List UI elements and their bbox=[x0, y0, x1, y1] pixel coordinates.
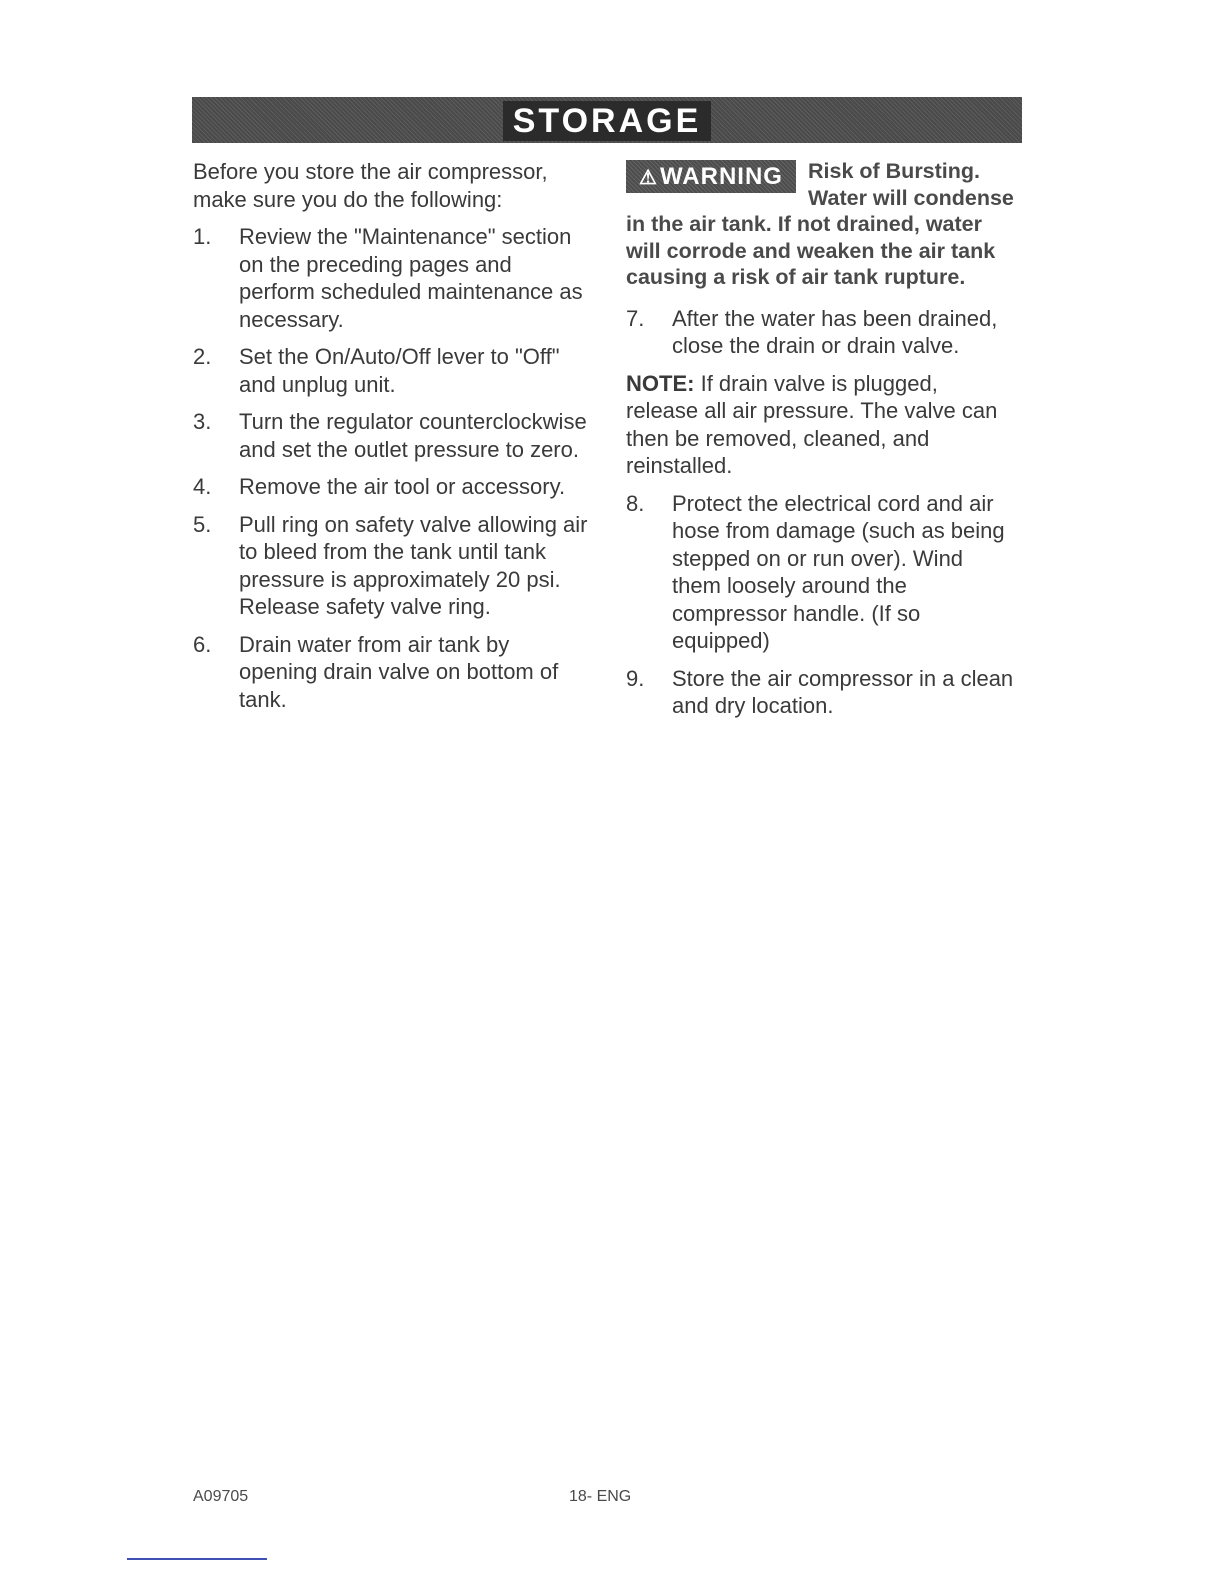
step-item bbox=[193, 223, 593, 333]
step-item bbox=[193, 473, 593, 501]
step-number: 7. bbox=[626, 305, 645, 331]
warning-text: Risk of Bursting. Water will condense in the air tank. If not drained, water will corrode and weaken the air tank causing a risk of air tank rupture. bbox=[626, 159, 1014, 289]
step-number: 6. bbox=[193, 631, 212, 657]
warning-badge-label: WARNING bbox=[659, 163, 783, 190]
step-item bbox=[626, 305, 1016, 360]
section-title: STORAGE bbox=[503, 101, 712, 141]
note-label: NOTE: bbox=[626, 370, 695, 396]
step-text: Drain water from air tank by opening drain valve on bottom of tank. bbox=[239, 631, 559, 712]
section-banner bbox=[192, 97, 1022, 143]
step-text: Store the air compressor in a clean and dry location. bbox=[672, 665, 1014, 718]
step-number: 9. bbox=[626, 665, 645, 691]
step-text: Protect the electrical cord and air hose from damage (such as being stepped on or run over). Wind them loosely around the compressor handle. (If so equipped) bbox=[672, 490, 1005, 653]
right-steps-list-a bbox=[626, 305, 1016, 360]
right-column bbox=[626, 158, 1016, 730]
step-number: 5. bbox=[193, 511, 212, 537]
document-code: A09705 bbox=[193, 1488, 249, 1505]
step-item bbox=[193, 408, 593, 463]
step-number: 2. bbox=[193, 344, 212, 369]
step-number: 1. bbox=[193, 224, 212, 249]
note-text: If drain valve is plugged, release all air pressure. The valve can then be removed, cleaned, and reinstalled. bbox=[626, 370, 998, 478]
step-number: 8. bbox=[626, 490, 645, 516]
warning-badge bbox=[626, 160, 796, 193]
warning-triangle-icon: ⚠ bbox=[639, 167, 658, 189]
step-item bbox=[626, 490, 1016, 655]
bottom-divider bbox=[127, 1558, 267, 1560]
left-column bbox=[193, 158, 593, 723]
step-item bbox=[193, 631, 593, 714]
step-item bbox=[626, 665, 1016, 720]
step-text: Set the On/Auto/Off lever to "Off" and unplug unit. bbox=[239, 344, 560, 397]
step-text: Remove the air tool or accessory. bbox=[239, 474, 566, 499]
step-text: Pull ring on safety valve allowing air to bleed from the tank until tank pressure is approximately 20 psi. Release safety valve ring. bbox=[239, 511, 588, 619]
note-paragraph bbox=[626, 370, 1016, 480]
step-item bbox=[193, 511, 593, 621]
step-text: Turn the regulator counterclockwise and set the outlet pressure to zero. bbox=[239, 409, 587, 462]
step-number: 4. bbox=[193, 474, 212, 499]
intro-text: Before you store the air compressor, make sure you do the following: bbox=[193, 159, 548, 212]
warning-block bbox=[626, 158, 1016, 291]
right-steps-list-b bbox=[626, 490, 1016, 720]
step-number: 3. bbox=[193, 409, 212, 434]
step-item bbox=[193, 343, 593, 398]
step-text: Review the "Maintenance" section on the preceding pages and perform scheduled maintenance as necessary. bbox=[239, 224, 583, 332]
page-number: 18- ENG bbox=[569, 1488, 632, 1505]
step-text: After the water has been drained, close the drain or drain valve. bbox=[672, 305, 998, 358]
left-steps-list bbox=[193, 223, 593, 713]
